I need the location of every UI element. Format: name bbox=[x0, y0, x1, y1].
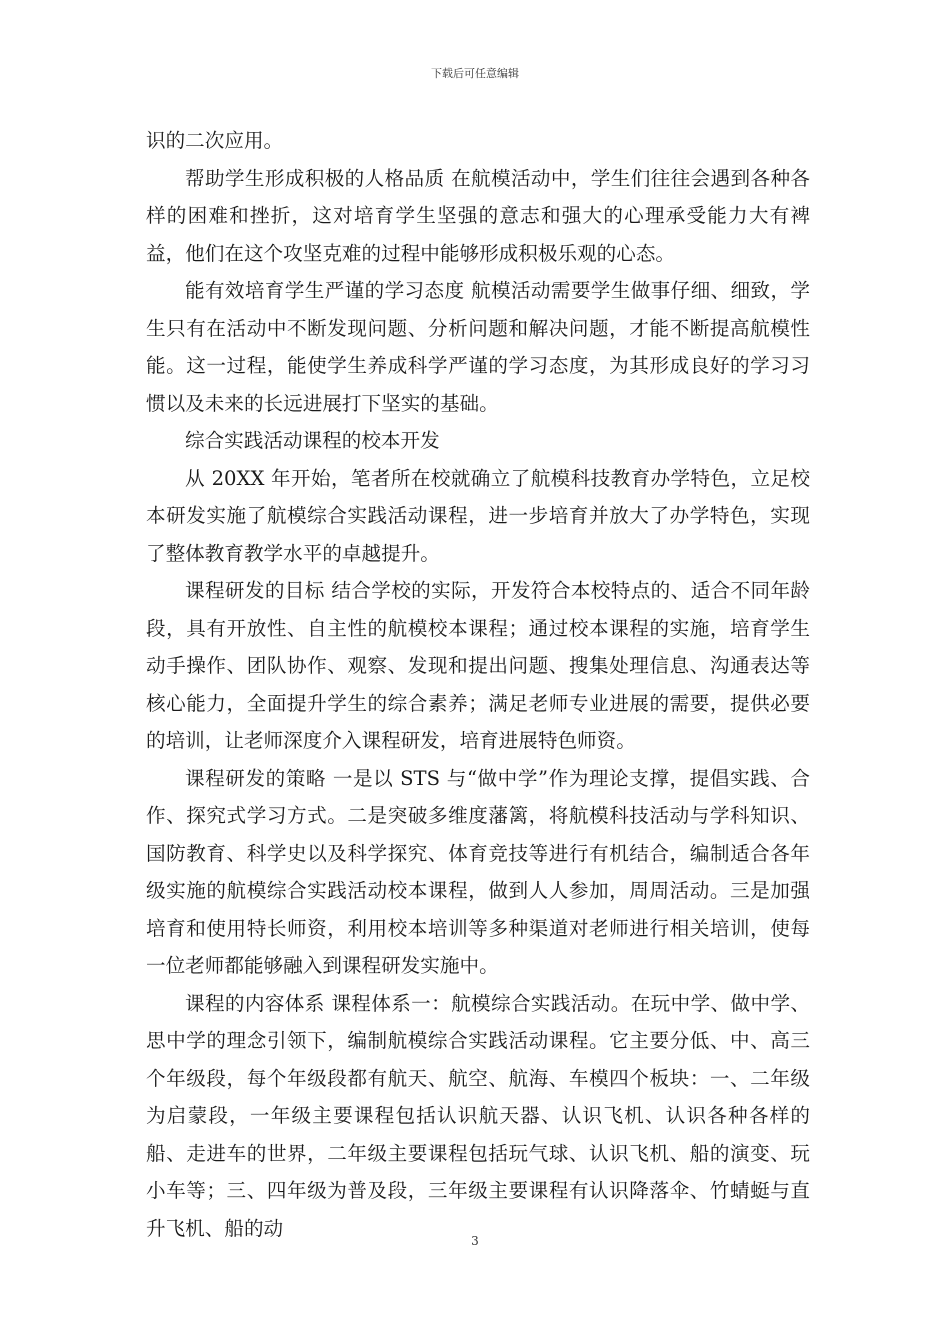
section-heading-school-based-development: 综合实践活动课程的校本开发 bbox=[185, 429, 440, 452]
page-header: 下载后可任意编辑 bbox=[431, 67, 519, 80]
page-number: 3 bbox=[471, 1234, 479, 1248]
paragraph-school-characteristics: 从 20XX 年开始，笔者所在校就确立了航模科技教育办学特色，立足校本研发实施了航模综合实践活动课程，进一步培育并放大了办学特色，实现了整体教育教学水平的卓越提升。 bbox=[146, 466, 810, 565]
paragraph-curriculum-strategy: 课程研发的策略 一是以 STS 与“做中学”作为理论支撑，提倡实践、合作、探究式学习方式。二是突破多维度藩篱，将航模科技活动与学科知识、国防教育、科学史以及科学探究、体育竞技等进行有机结合，编制适合各年级实施的航模综合实践活动校本课程，做到人人参加，周周活动。三是加强培育和使用特长师资，利用校本培训等多种渠道对老师进行相关培训，使每一位老师都能够融入到课程研发实施中。 bbox=[146, 766, 810, 977]
paragraph-continuation: 识的二次应用。 bbox=[146, 129, 284, 152]
paragraph-personality-quality: 帮助学生形成积极的人格品质 在航模活动中，学生们往往会遇到各种各样的困难和挫折，这对培育学生坚强的意志和强大的心理承受能力大有裨益，他们在这个攻坚克难的过程中能够形成积极乐观的心态。 bbox=[146, 166, 810, 265]
paragraph-curriculum-goals: 课程研发的目标 结合学校的实际，开发符合本校特点的、适合不同年龄段，具有开放性、自主性的航模校本课程；通过校本课程的实施，培育学生动手操作、团队协作、观察、发现和提出问题、搜集处理信息、沟通表达等核心能力，全面提升学生的综合素养；满足老师专业进展的需要，提供必要的培训，让老师深度介入课程研发，培育进展特色师资。 bbox=[146, 579, 810, 752]
document-body bbox=[146, 122, 810, 1247]
paragraph-curriculum-content: 课程的内容体系 课程体系一：航模综合实践活动。在玩中学、做中学、思中学的理念引领下，编制航模综合实践活动课程。它主要分低、中、高三个年级段，每个年级段都有航天、航空、航海、车模四个板块：一、二年级为启蒙段，一年级主要课程包括认识航天器、认识飞机、认识各种各样的船、走进车的世界，二年级主要课程包括玩气球、认识飞机、船的演变、玩小车等；三、四年级为普及段，三年级主要课程有认识降落伞、竹蜻蜓与直升飞机、船的动 bbox=[146, 991, 810, 1240]
paragraph-learning-attitude: 能有效培育学生严谨的学习态度 航模活动需要学生做事仔细、细致，学生只有在活动中不断发现问题、分析问题和解决问题，才能不断提高航模性能。这一过程，能使学生养成科学严谨的学习态度，为其形成良好的学习习惯以及未来的长远进展打下坚实的基础。 bbox=[146, 279, 810, 415]
